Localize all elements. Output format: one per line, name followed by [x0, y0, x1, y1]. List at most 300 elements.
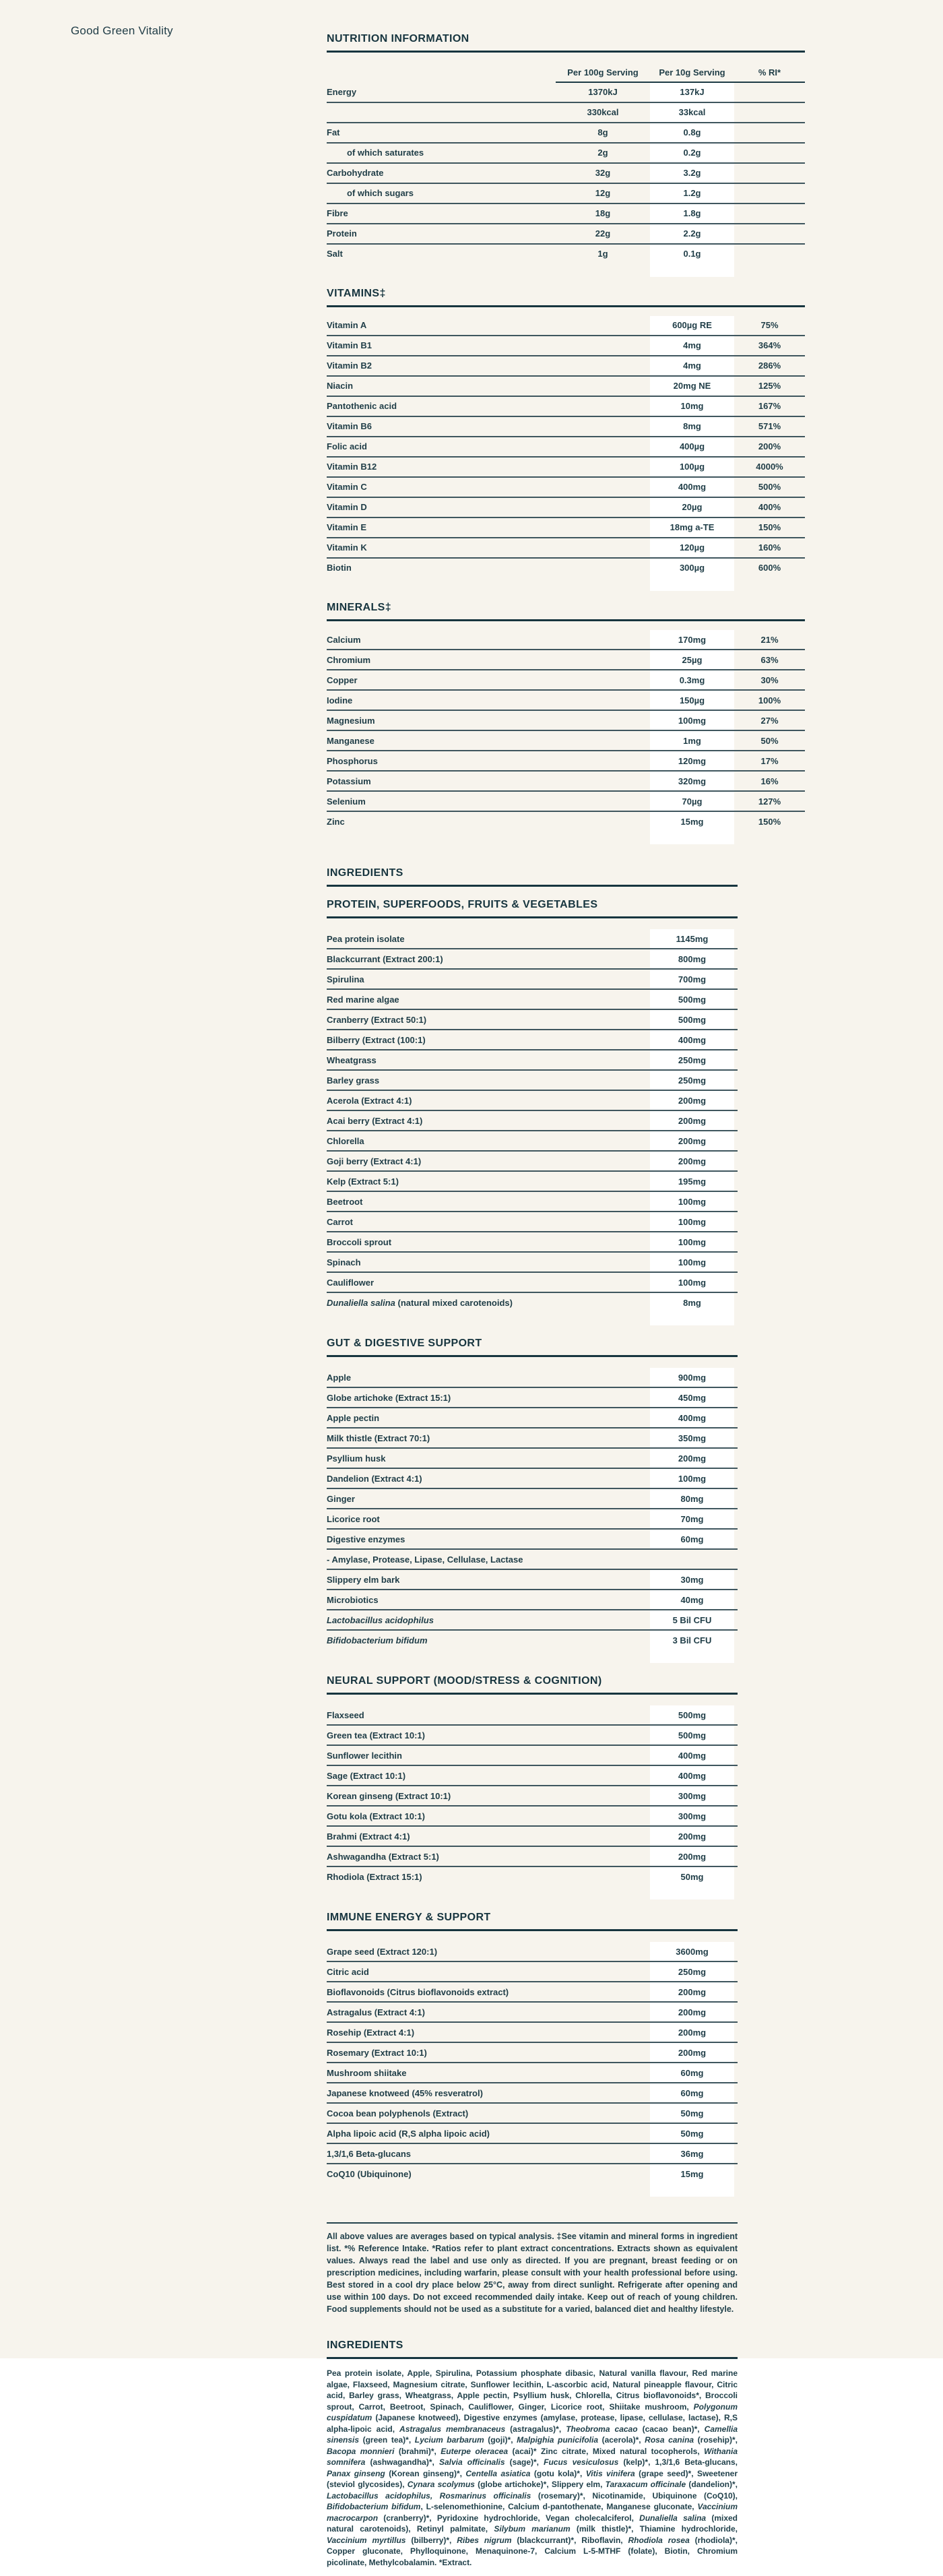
- amount-value: 100mg: [650, 1212, 734, 1231]
- amount-value: 800mg: [650, 949, 734, 968]
- row-label: Milk thistle (Extract 70:1): [327, 1433, 430, 1443]
- amount-value: 320mg: [650, 772, 734, 790]
- table-row: [327, 929, 738, 949]
- ri-value: 27%: [760, 715, 779, 726]
- row-label: Vitamin B2: [327, 360, 372, 371]
- amount-value: 3600mg: [650, 1942, 734, 1961]
- row-label: Flaxseed: [327, 1709, 364, 1720]
- row-label: Protein: [327, 228, 357, 239]
- ri-value: 286%: [758, 360, 781, 371]
- amount-value: 100mg: [650, 1253, 734, 1271]
- value-per-10g: 0.8g: [650, 123, 734, 142]
- table-row: [327, 1509, 738, 1530]
- ri-value: 364%: [758, 340, 781, 351]
- table-row: [327, 772, 805, 792]
- amount-value: 20µg: [650, 498, 734, 517]
- row-label: Cocoa bean polyphenols (Extract): [327, 2108, 469, 2118]
- ri-value: 30%: [760, 674, 779, 685]
- row-label: Copper: [327, 674, 358, 685]
- row-label: Fibre: [327, 208, 348, 219]
- row-label: Bifidobacterium bifidum: [327, 1635, 428, 1645]
- table-row: [327, 711, 805, 731]
- amount-value: 300mg: [650, 1807, 734, 1825]
- highlight-column-tail: [327, 1312, 738, 1325]
- table-row: [327, 1867, 738, 1886]
- amount-value: 25µg: [650, 650, 734, 669]
- ri-value: 571%: [758, 421, 781, 432]
- ri-value: 200%: [758, 441, 781, 452]
- amount-value: 150µg: [650, 691, 734, 710]
- row-label: CoQ10 (Ubiquinone): [327, 2168, 412, 2179]
- table-row: [327, 1111, 738, 1131]
- ri-value: 600%: [758, 563, 781, 573]
- group-rows: [327, 1368, 738, 1650]
- table-row: [327, 691, 805, 711]
- value-per-100g: 330kcal: [587, 107, 619, 118]
- column-header-per-100g: Per 100g Serving: [567, 67, 639, 77]
- nutrition-section: [327, 33, 805, 276]
- row-label: - Amylase, Protease, Lipase, Cellulase, Lactase: [327, 1554, 523, 1565]
- row-label: Slippery elm bark: [327, 1574, 400, 1585]
- table-row: [327, 1489, 738, 1509]
- row-label: Ashwagandha (Extract 5:1): [327, 1851, 439, 1862]
- amount-value: 50mg: [650, 2104, 734, 2123]
- amount-value: 8mg: [650, 1293, 734, 1312]
- value-per-10g: 2.2g: [650, 224, 734, 243]
- table-row: [327, 650, 805, 670]
- amount-value: 100mg: [650, 1273, 734, 1292]
- ri-value: 127%: [758, 796, 781, 807]
- amount-value: 5 Bil CFU: [650, 1610, 734, 1629]
- amount-value: 400µg: [650, 437, 734, 456]
- group-rows: [327, 1705, 738, 1886]
- amount-value: 250mg: [650, 1962, 734, 1981]
- table-row: [327, 377, 805, 397]
- amount-value: 250mg: [650, 1071, 734, 1090]
- highlight-column-tail: [327, 831, 805, 844]
- amount-value: 60mg: [650, 2063, 734, 2082]
- value-per-10g: 3.2g: [650, 164, 734, 183]
- ri-value: 100%: [758, 695, 781, 705]
- value-per-100g: 1g: [597, 249, 608, 259]
- table-row: [327, 1030, 738, 1050]
- amount-value: 500mg: [650, 1726, 734, 1745]
- table-row: [327, 1469, 738, 1489]
- ri-value: 150%: [758, 816, 781, 827]
- ri-value: 4000%: [756, 462, 783, 472]
- ri-value: 50%: [760, 735, 779, 746]
- amount-value: 450mg: [650, 1388, 734, 1407]
- row-label: Zinc: [327, 816, 345, 827]
- amount-value: 400mg: [650, 1746, 734, 1765]
- amount-value: 200mg: [650, 1827, 734, 1846]
- row-label: Manganese: [327, 735, 375, 746]
- amount-value: 500mg: [650, 1010, 734, 1029]
- amount-value: 200mg: [650, 1982, 734, 2001]
- ingredients-list-text: Pea protein isolate, Apple, Spirulina, Potassium phosphate dibasic, Natural vanilla flavour, Red marine algae, Flaxseed, Magnesium citrate, Sunflower lecithin, L-ascorbic acid, Natural pineapple flavour, Citric acid, Barley grass, Wheatgrass, Apple pectin, Psyllium husk, Chlorella, Citrus bioflavonoids*, Broccoli sprout, Carrot, Beetroot, Spinach, Cauliflower, Ginger, Licorice root, Shiitake mushroom, Polygonum cuspidatum (Japanese knotweed), Digestive enzymes (amylase, protease, lipase, cellulase, lactase), R,S alpha-lipoic acid, Astragalus membranaceus (astragalus)*, Theobroma cacao (cacao bean)*, Camellia sinensis (green tea)*, Lycium barbarum (goji)*, Malpighia punicifolia (acerola)*, Rosa canina (rosehip)*, Bacopa monnieri (brahmi)*, Euterpe oleracea (acai)* Zinc citrate, Mixed natural tocopherols, Withania somnifera (ashwagandha)*, Salvia officinalis (sage)*, Fucus vesiculosus (kelp)*, 1,3/1,6 Beta-glucans, Panax ginseng (Korean ginseng)*, Centella asiatica (gotu kola)*, Vitis vinifera (grape seed)*, Sweetener (steviol glycosides), Cynara scolymus (globe artichoke)*, Slippery elm, Taraxacum officinale (dandelion)*, Lactobacillus acidophilus, Rosmarinus officinalis (rosemary)*, Nicotinamide, Ubiquinone (CoQ10), Bifidobacterium bifidum, L-selenomethionine, Calcium d-pantothenate, Manganese gluconate, Vaccinium macrocarpon (cranberry)*, Pyridoxine hydrochloride, Vegan cholecalciferol, Dunaliella salina (mixed natural carotenoids), Retinyl palmitate, Silybum marianum (milk thistle)*, Thiamine hydrochloride, Vaccinium myrtillus (bilberry)*, Ribes nigrum (blackcurrant)*, Riboflavin, Rhodiola rosea (rhodiola)*, Copper gluconate, Phylloquinone, Menaquinone-7, Calcium L-5-MTHF (folate), Biotin, Chromium picolinate, Methylcobalamin. *Extract.: [327, 2368, 738, 2567]
- table-row: [327, 518, 805, 538]
- amount-value: 4mg: [650, 356, 734, 375]
- table-row: [327, 1570, 738, 1590]
- table-row: [327, 1091, 738, 1111]
- row-label: Carrot: [327, 1216, 354, 1227]
- table-row: [327, 478, 805, 498]
- amount-value: 200mg: [650, 1131, 734, 1150]
- table-row: [327, 538, 805, 559]
- row-label: Vitamin D: [327, 502, 367, 513]
- table-row: [327, 1449, 738, 1469]
- row-label: Microbiotics: [327, 1594, 379, 1605]
- ri-value: 167%: [758, 401, 781, 412]
- row-label: Kelp (Extract 5:1): [327, 1176, 399, 1187]
- highlight-column-tail: [327, 1650, 738, 1663]
- row-label: Spinach: [327, 1257, 361, 1267]
- amount-value: 170mg: [650, 630, 734, 649]
- amount-value: 400mg: [650, 478, 734, 497]
- amount-value: 10mg: [650, 397, 734, 416]
- amount-value: 3 Bil CFU: [650, 1631, 734, 1650]
- nutrition-rows: [327, 83, 805, 263]
- table-row: [327, 1293, 738, 1312]
- table-row: [327, 83, 805, 103]
- table-row: [327, 1192, 738, 1212]
- table-row: [327, 1610, 738, 1631]
- amount-value: 36mg: [650, 2144, 734, 2163]
- row-label: Psyllium husk: [327, 1453, 386, 1464]
- ri-value: 400%: [758, 502, 781, 513]
- row-label: Dunaliella salina (natural mixed carotenoids): [327, 1297, 513, 1308]
- amount-value: 200mg: [650, 1449, 734, 1468]
- row-label: Apple: [327, 1372, 352, 1383]
- row-label: Barley grass: [327, 1075, 380, 1086]
- row-label: Carbohydrate: [327, 168, 384, 179]
- minerals-rows: [327, 630, 805, 831]
- amount-value: 70µg: [650, 792, 734, 811]
- section-heading: NUTRITION INFORMATION: [327, 33, 805, 53]
- value-per-100g: 2g: [597, 148, 608, 158]
- row-label: Dandelion (Extract 4:1): [327, 1473, 422, 1484]
- table-row: [327, 437, 805, 458]
- table-row: [327, 2063, 738, 2083]
- row-label: Vitamin B12: [327, 462, 377, 472]
- ingredient-group-immune-energy: [327, 1912, 738, 2197]
- table-row: [327, 1530, 738, 1550]
- table-row: [327, 1368, 738, 1388]
- amount-value: 200mg: [650, 2043, 734, 2062]
- table-row: [327, 1050, 738, 1071]
- group-heading: IMMUNE ENERGY & SUPPORT: [327, 1912, 738, 1931]
- table-row: [327, 1847, 738, 1867]
- row-label: Fat: [327, 127, 340, 138]
- table-row: [327, 164, 805, 184]
- row-label: Calcium: [327, 634, 361, 645]
- amount-value: 350mg: [650, 1428, 734, 1447]
- amount-value: 400mg: [650, 1408, 734, 1427]
- table-row: [327, 1253, 738, 1273]
- table-row: [327, 336, 805, 356]
- row-label: Rosehip (Extract 4:1): [327, 2027, 415, 2038]
- table-row: [327, 1172, 738, 1192]
- disclaimer-text: All above values are averages based on typical analysis. ‡See vitamin and mineral forms in ingredient list. *% Reference Intake. *Ratios refer to plant extract concentrations. Extracts shown as equivalent values. Always read the label and use only as directed. If you are pregnant, breast feeding or on prescription medicines, including warfarin, please consult with your health professional before using. Best stored in a cool dry place below 25°C, away from direct sunlight. Refrigerate after opening and use within 100 days. Do not exceed recommended daily intake. Keep out of reach of young children. Food supplements should not be used as a substitute for a varied, balanced diet and healthy lifestyle.: [327, 2222, 738, 2315]
- amount-value: 500mg: [650, 1705, 734, 1724]
- row-label: Vitamin C: [327, 482, 367, 493]
- amount-value: 50mg: [650, 1867, 734, 1886]
- amount-value: 300µg: [650, 559, 734, 577]
- value-per-10g: 1.2g: [650, 184, 734, 203]
- row-label: Broccoli sprout: [327, 1236, 392, 1247]
- row-label: Biotin: [327, 563, 352, 573]
- row-label: Rhodiola (Extract 15:1): [327, 1871, 422, 1882]
- table-row: [327, 1152, 738, 1172]
- row-label: Selenium: [327, 796, 366, 807]
- row-label: Globe artichoke (Extract 15:1): [327, 1392, 451, 1403]
- table-row: [327, 1827, 738, 1847]
- amount-value: 400mg: [650, 1030, 734, 1049]
- row-label: Korean ginseng (Extract 10:1): [327, 1790, 451, 1801]
- table-row: [327, 417, 805, 437]
- value-per-100g: 22g: [595, 228, 611, 239]
- value-per-10g: 0.1g: [650, 245, 734, 263]
- table-row: [327, 1807, 738, 1827]
- ingredients-section: [327, 867, 738, 887]
- ingredient-group-neural-support: [327, 1675, 738, 1899]
- amount-value: 500mg: [650, 990, 734, 1009]
- value-per-100g: 12g: [595, 188, 611, 199]
- row-label: Niacin: [327, 381, 354, 391]
- amount-value: 100mg: [650, 1469, 734, 1488]
- amount-value: 100mg: [650, 711, 734, 730]
- row-label: Energy: [327, 87, 357, 98]
- amount-value: 30mg: [650, 1570, 734, 1589]
- value-per-10g: 0.2g: [650, 144, 734, 162]
- amount-value: 60mg: [650, 2083, 734, 2102]
- table-row: [327, 1071, 738, 1091]
- table-row: [327, 1590, 738, 1610]
- value-per-100g: 32g: [595, 168, 611, 179]
- table-row: [327, 204, 805, 224]
- row-label: Rosemary (Extract 10:1): [327, 2047, 427, 2058]
- amount-value: 15mg: [650, 2164, 734, 2183]
- highlight-column-tail: [327, 263, 805, 277]
- row-label: Licorice root: [327, 1513, 380, 1524]
- row-label: Pea protein isolate: [327, 933, 405, 944]
- amount-value: 15mg: [650, 812, 734, 831]
- amount-value: 40mg: [650, 1590, 734, 1609]
- amount-value: 100µg: [650, 458, 734, 476]
- table-row: [327, 397, 805, 417]
- table-row: [327, 731, 805, 751]
- table-row: [327, 1212, 738, 1232]
- table-row: [327, 184, 805, 204]
- table-row: [327, 224, 805, 245]
- row-label: Japanese knotweed (45% resveratrol): [327, 2087, 483, 2098]
- table-row: [327, 1746, 738, 1766]
- table-row: [327, 2023, 738, 2043]
- table-row: [327, 1273, 738, 1293]
- amount-value: [650, 1550, 734, 1569]
- section-heading: INGREDIENTS: [327, 2339, 738, 2359]
- row-label: Green tea (Extract 10:1): [327, 1730, 425, 1740]
- row-label: Phosphorus: [327, 755, 378, 766]
- ri-value: 500%: [758, 482, 781, 493]
- ri-value: 63%: [760, 654, 779, 665]
- amount-value: 200mg: [650, 1152, 734, 1170]
- table-row: [327, 1942, 738, 1962]
- value-per-10g: 33kcal: [650, 103, 734, 122]
- table-row: [327, 2124, 738, 2144]
- ingredients-list-section: [327, 2339, 738, 2359]
- table-row: [327, 792, 805, 812]
- amount-value: 195mg: [650, 1172, 734, 1191]
- group-heading: GUT & DIGESTIVE SUPPORT: [327, 1338, 738, 1357]
- amount-value: 20mg NE: [650, 377, 734, 396]
- group-heading: NEURAL SUPPORT (MOOD/STRESS & COGNITION): [327, 1675, 738, 1695]
- row-label: Spirulina: [327, 974, 364, 984]
- row-label: Cranberry (Extract 50:1): [327, 1014, 427, 1025]
- row-label: Apple pectin: [327, 1412, 380, 1423]
- amount-value: 50mg: [650, 2124, 734, 2143]
- table-row: [327, 2144, 738, 2164]
- table-row: [327, 1232, 738, 1253]
- row-label: of which saturates: [347, 148, 424, 158]
- table-row: [327, 2043, 738, 2063]
- product-title: Good Green Vitality: [71, 24, 173, 37]
- row-label: Chlorella: [327, 1135, 364, 1146]
- table-row: [327, 1550, 738, 1570]
- amount-value: 200mg: [650, 1091, 734, 1110]
- table-row: [327, 1428, 738, 1449]
- row-label: Pantothenic acid: [327, 401, 397, 412]
- table-row: [327, 356, 805, 377]
- amount-value: 400mg: [650, 1766, 734, 1785]
- amount-value: 1mg: [650, 731, 734, 750]
- row-label: Vitamin B6: [327, 421, 372, 432]
- row-label: Bioflavonoids (Citrus bioflavonoids extract): [327, 1986, 509, 1997]
- amount-value: 18mg a-TE: [650, 518, 734, 537]
- value-per-100g: 18g: [595, 208, 611, 219]
- table-row: [327, 949, 738, 970]
- table-row: [327, 123, 805, 144]
- ingredient-group-gut-digestive: [327, 1338, 738, 1663]
- section-heading: MINERALS‡: [327, 602, 805, 621]
- row-label: Red marine algae: [327, 994, 399, 1005]
- row-label: Alpha lipoic acid (R,S alpha lipoic acid): [327, 2128, 490, 2139]
- highlight-column-tail: [327, 1886, 738, 1899]
- section-heading: VITAMINS‡: [327, 288, 805, 307]
- highlight-column-tail: [327, 577, 805, 591]
- table-row: [327, 1131, 738, 1152]
- table-row: [327, 2164, 738, 2183]
- row-label: Digestive enzymes: [327, 1534, 405, 1544]
- amount-value: 300mg: [650, 1786, 734, 1805]
- ri-value: 150%: [758, 522, 781, 533]
- row-label: Citric acid: [327, 1966, 369, 1977]
- row-label: Magnesium: [327, 715, 375, 726]
- row-label: Potassium: [327, 776, 371, 786]
- row-label: Lactobacillus acidophilus: [327, 1614, 434, 1625]
- table-row: [327, 144, 805, 164]
- ri-value: 75%: [760, 320, 779, 331]
- amount-value: 600µg RE: [650, 316, 734, 335]
- row-label: Bilberry (Extract (100:1): [327, 1034, 426, 1045]
- amount-value: 200mg: [650, 2003, 734, 2021]
- amount-value: 900mg: [650, 1368, 734, 1387]
- table-row: [327, 812, 805, 831]
- row-label: Sage (Extract 10:1): [327, 1770, 406, 1781]
- table-row: [327, 1786, 738, 1807]
- ri-value: 17%: [760, 755, 779, 766]
- table-row: [327, 630, 805, 650]
- column-header-row: [327, 62, 805, 83]
- row-label: Vitamin E: [327, 522, 367, 533]
- ri-value: 16%: [760, 776, 779, 786]
- amount-value: 60mg: [650, 1530, 734, 1548]
- row-label: Ginger: [327, 1493, 355, 1504]
- row-label: Gotu kola (Extract 10:1): [327, 1811, 425, 1821]
- table-row: [327, 498, 805, 518]
- vitamins-section: [327, 288, 805, 591]
- row-label: Vitamin K: [327, 542, 367, 553]
- table-row: [327, 103, 805, 123]
- section-heading: INGREDIENTS: [327, 867, 738, 887]
- amount-value: 700mg: [650, 970, 734, 988]
- table-row: [327, 970, 738, 990]
- table-row: [327, 245, 805, 263]
- table-row: [327, 316, 805, 336]
- ri-value: 160%: [758, 542, 781, 553]
- row-label: Acerola (Extract 4:1): [327, 1095, 412, 1106]
- value-per-10g: 1.8g: [650, 204, 734, 223]
- amount-value: 120mg: [650, 751, 734, 770]
- value-per-100g: 1370kJ: [588, 87, 618, 98]
- row-label: Brahmi (Extract 4:1): [327, 1831, 410, 1842]
- table-row: [327, 559, 805, 577]
- group-rows: [327, 1942, 738, 2183]
- value-per-100g: 8g: [597, 127, 608, 138]
- table-row: [327, 1388, 738, 1408]
- row-label: Folic acid: [327, 441, 367, 452]
- table-row: [327, 751, 805, 772]
- table-row: [327, 1766, 738, 1786]
- amount-value: 1145mg: [650, 929, 734, 948]
- row-label: Vitamin A: [327, 320, 367, 331]
- amount-value: 200mg: [650, 1847, 734, 1866]
- amount-value: 8mg: [650, 417, 734, 436]
- amount-value: 70mg: [650, 1509, 734, 1528]
- row-label: Mushroom shiitake: [327, 2067, 407, 2078]
- row-label: Goji berry (Extract 4:1): [327, 1156, 422, 1166]
- row-label: of which sugars: [347, 188, 414, 199]
- value-per-10g: 137kJ: [650, 83, 734, 102]
- row-label: Wheatgrass: [327, 1055, 377, 1065]
- row-label: Blackcurrant (Extract 200:1): [327, 953, 443, 964]
- row-label: 1,3/1,6 Beta-glucans: [327, 2148, 411, 2159]
- vitamins-rows: [327, 316, 805, 577]
- row-label: Vitamin B1: [327, 340, 372, 351]
- table-row: [327, 990, 738, 1010]
- amount-value: 0.3mg: [650, 670, 734, 689]
- row-label: Sunflower lecithin: [327, 1750, 402, 1761]
- ri-value: 125%: [758, 381, 781, 391]
- amount-value: 200mg: [650, 1111, 734, 1130]
- amount-value: 100mg: [650, 1232, 734, 1251]
- table-row: [327, 2083, 738, 2104]
- row-label: Iodine: [327, 695, 353, 705]
- row-label: Grape seed (Extract 120:1): [327, 1946, 438, 1957]
- ingredient-group-protein-superfoods: [327, 899, 738, 1325]
- group-rows: [327, 929, 738, 1312]
- table-row: [327, 1408, 738, 1428]
